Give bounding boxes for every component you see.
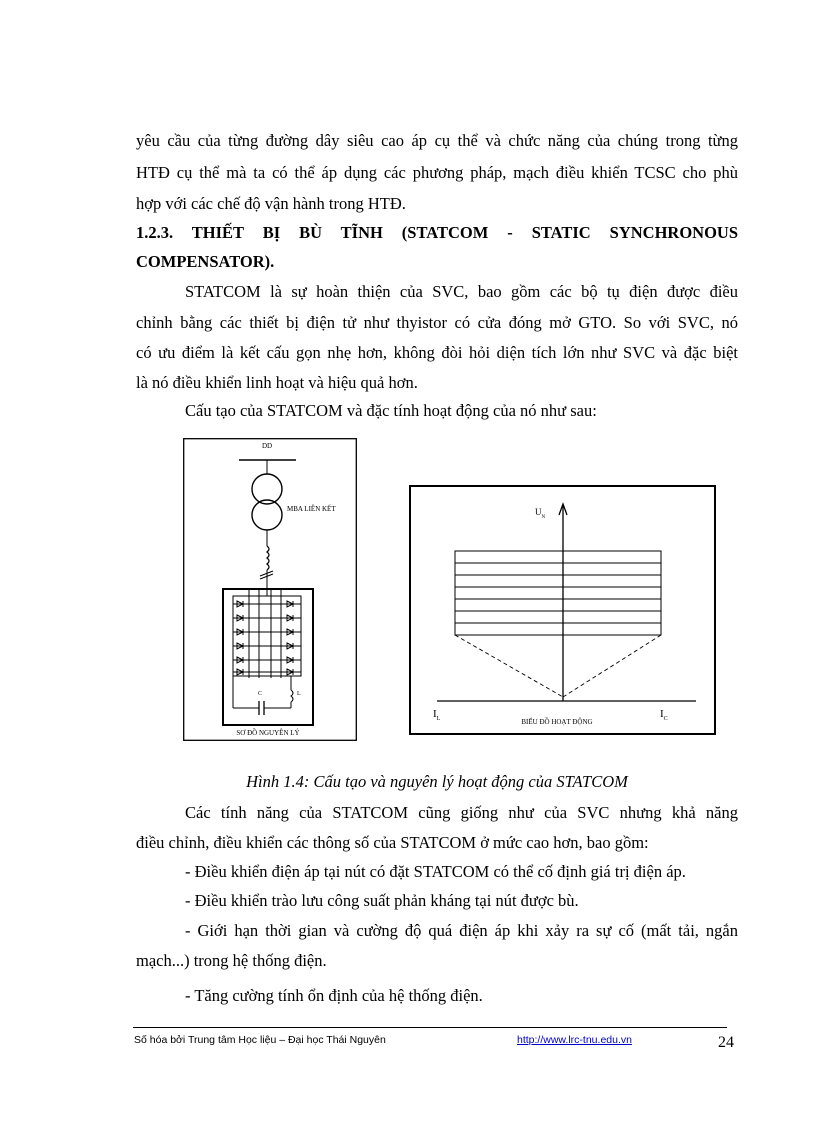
operating-region (455, 551, 661, 635)
section-heading: COMPENSATOR). (136, 252, 275, 271)
x-right-label: $I_C$ (660, 708, 668, 722)
thyristor-icon (233, 601, 301, 675)
transformer-label: MBA LIÊN KẾT (287, 505, 336, 513)
bullet-item: - Giới hạn thời gian và cường độ quá điện áp khi xảy ra sự cố (mất tải, ngắn (185, 921, 738, 940)
statcom-schematic-figure (183, 438, 357, 741)
body-line: điều chỉnh, điều khiển các thông số của STATCOM ở mức cao hơn, bao gồm: (136, 833, 649, 852)
body-line: hợp với các chế độ vận hành trong HTĐ. (136, 194, 406, 213)
bullet-item: - Tăng cường tính ổn định của hệ thống điện. (185, 986, 483, 1005)
inductor-label: L (297, 691, 301, 697)
body-line: là nó điều khiển linh hoạt và hiệu quả hơn. (136, 373, 418, 392)
y-axis-label: $U_N$ (535, 507, 546, 520)
bullet-item: mạch...) trong hệ thống điện. (136, 951, 327, 970)
body-line: Cấu tạo của STATCOM và đặc tính hoạt động của nó như sau: (185, 401, 597, 420)
body-line: STATCOM là sự hoàn thiện của SVC, bao gồm các bộ tụ điện được điều (185, 282, 738, 301)
footer-link[interactable]: http://www.lrc-tnu.edu.vn (517, 1034, 632, 1046)
inductor-icon (267, 546, 269, 570)
operating-diagram-figure (409, 485, 716, 735)
section-heading: 1.2.3. THIẾT BỊ BÙ TĨNH (STATCOM - STATIC SYNCHRONOUS (136, 223, 738, 242)
schematic-caption: SƠ ĐỒ NGUYÊN LÝ (236, 729, 300, 737)
page-number: 24 (718, 1034, 734, 1051)
body-line: HTĐ cụ thể mà ta có thể áp dụng các phương pháp, mạch điều khiển TCSC cho phù (136, 163, 738, 182)
bus-label: DD (261, 442, 273, 450)
body-line: chỉnh bằng các thiết bị điện tử như thyistor có cửa đóng mở GTO. So với SVC, nó (136, 313, 738, 332)
diagram-caption: BIỂU ĐỒ HOẠT ĐỘNG (521, 718, 593, 726)
body-line: có ưu điểm là kết cấu gọn nhẹ hơn, không đòi hỏi diện tích lớn như SVC và đặc biệt (136, 343, 738, 362)
footer-source: Số hóa bởi Trung tâm Học liệu – Đại học Thái Nguyên (134, 1034, 386, 1046)
capacitor-label: C (257, 691, 263, 697)
body-line: Các tính năng của STATCOM cũng giống như của SVC nhưng khả năng (185, 803, 738, 822)
figure-caption: Hình 1.4: Cấu tạo và nguyên lý hoạt động của STATCOM (246, 772, 628, 791)
body-line: yêu cầu của từng đường dây siêu cao áp cụ thể và chức năng của chúng trong từng (136, 131, 738, 150)
bullet-item: - Điều khiển trào lưu công suất phản kháng tại nút được bù. (185, 891, 579, 910)
x-left-label: $I_L$ (433, 708, 441, 722)
footer-rule (133, 1027, 727, 1028)
bullet-item: - Điều khiển điện áp tại nút có đặt STATCOM có thể cố định giá trị điện áp. (185, 862, 686, 881)
